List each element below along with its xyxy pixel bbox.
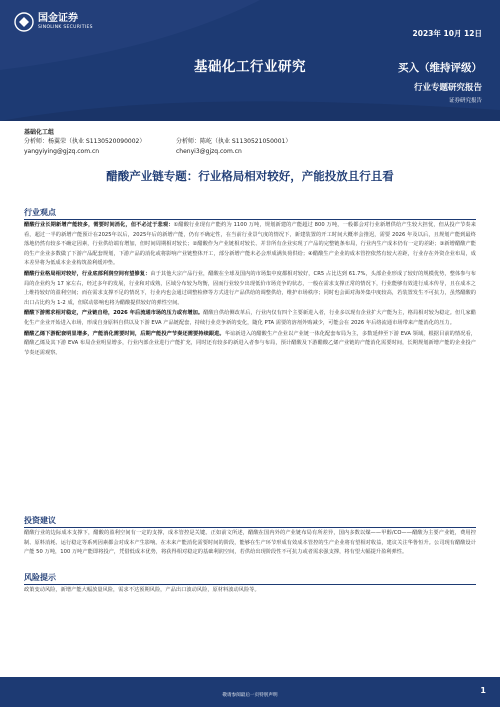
logo-name-en: SINOLINK SECURITIES (38, 25, 93, 30)
section-divider (24, 219, 476, 220)
report-title: 基础化工行业研究 (194, 59, 306, 75)
report-type: 行业专题研究报告 (413, 83, 482, 93)
report-header (0, 0, 500, 121)
paragraph: 政策变动风险，新增产能大幅放量风险，需求不达预期风险，产品出口波动风险，原材料波动风险等。 (24, 587, 260, 593)
company-logo (14, 12, 93, 32)
analyst-1-name: 分析师：杨翼荣（执业 S1130520090002） (24, 138, 146, 145)
paragraph-body: ①醋酸行业现有产能约为 1100 万吨，规划新建的产能超过 800 万吨，一般都会对行业新增供给产生较大担忧，但从投产节奏来看，超过一半的新增产能预计在2025年以后，2025年后的新增产能，仍有不确定性，在当前行业景气度的情况下，新建装置的开工时间大概率会推迟，需要 2026 年及以后，且规划产能到最终落地仍然有较多不确定因素，行业供给端有增加，但时间周期相对较长；②醋酸作为产业链相对较长、并非所有企业实现了产品的完整链条布局，行业内生产成本仍有一定的差距；③新增醋酸产能的生产企业多数做了下游产品配套规划，下游产品的消化或将影响产业链整体开工，部分新增产能未必会形成满负荷供给；④醋酸生产企业的成本管控依然有较大差距，行业存在外资企业布局，成本差异将为低成本企业构筑盈利缓冲垫。 (24, 222, 476, 267)
section-industry-view (24, 207, 476, 358)
paragraph-lead: 醋酸行业长期新增产能较多，需要时间消化，但不必过于悲观： (24, 222, 174, 228)
analyst-block-2 (176, 137, 291, 157)
report-date: 2023年 10月 12日 (412, 29, 482, 38)
paragraph (24, 330, 476, 359)
logo-name-cn: 国金证券 (38, 13, 78, 24)
logo-icon (14, 12, 34, 32)
section-investment-advice (24, 515, 476, 558)
rating-label: 买入（维持评级） (398, 62, 482, 74)
section-heading: 行业观点 (24, 208, 56, 217)
analyst-block-1 (24, 137, 145, 157)
analyst-2-email[interactable]: chenyi3@gjzq.com.cn (176, 148, 242, 155)
paragraph-lead: 醋酸乙烯下游配套明显增多，产能消化需要时间，后期产能投产节奏还需要持续跟进。 (24, 330, 225, 337)
section-divider (24, 584, 476, 585)
section-heading: 风险提示 (24, 573, 56, 582)
paragraph: 醋酸行业的边际成本支撑下，醋酸的盈利空间有一定的支撑，成本管控是关键。正如前文所述，醋酸在国内外的产业链布局有所差异，国内多数以煤——甲醇/CO——醋酸为主要产业链，费用控制、原料消耗、运行稳定等系列因素都会对成本产生影响。在未来产能消化需要时间的阶段，能够在生产环节形成有效成本管控的生产企业将有望相对收益，建议关注华鲁恒升。公司现有醋酸设计产能 50 万吨，100 万吨产能即将投产，凭借低成本优势，将获得相对稳定的基础利润空间，若供给出现阶段性不可抗力或者需求强支撑，将有望大幅提升盈利弹性。 (24, 530, 476, 556)
paragraph (24, 270, 476, 308)
analyst-2-name: 分析师：陈屹（执业 S1130521050001） (176, 138, 292, 145)
section-risk (24, 572, 476, 596)
section-heading: 投资建议 (24, 516, 56, 525)
sector-label: 基础化工组 (24, 129, 55, 136)
section-divider (24, 527, 476, 528)
report-dept: 证券研究报告 (448, 98, 482, 104)
footer-disclaimer[interactable]: 敬请参阅最后一页特别声明 (222, 693, 278, 698)
paragraph-lead: 醋酸下游需求相对稳定，产业链自给，2026 年后流通市场的压力或有增加。 (24, 310, 204, 317)
paragraph-lead: 醋酸行业格局相对较好，行业底部利润空间有望修复： (24, 270, 151, 277)
paragraph-body: 由于其他大宗产品行业，醋酸在全球及国内的市场集中度都相对较好，CR5 占比达到 61.7%，头部企业形成了较好的规模优势，整体参与布局的企业约为 17 家左右，经过多年的发展，行业和对成熟，区域分布较为均衡，固而行业较少出现低价市场竞争的状态，一般在需求支撑正常的情况下，行业能够有效进行成本传导，且在成本之上维持较好的盈利空间；而在需求支撑不足的情况下，行业内也会通过调整检修等方式进行产品供给的调整供给，维护市场秩序；同时也会面对海外集中度较高，若装置发生不可抗力，虽然醋酸的出口占比约为 1-2 成，但联动影响也将为醋酸提供较好的弹性空间。 (24, 270, 476, 306)
paragraph-body: 醋酸自供给侧改革后，行业内仅有四个主要新进入者，行业多以现有企业扩大产能为主，格局相对较为稳定。但几家醋化生产企业开始进入市场，形成自身原料自供以及下游 EVA 产品链配套，持续行业竞争新的变化，随化 PTA 需要的溶剂外购减少，可能会在 2026 年后络流通市场带来产能消化的压力。 (24, 310, 477, 326)
analyst-1-email[interactable]: yangyiying@gjzq.com.cn (24, 148, 100, 155)
main-title: 醋酸产业链专题：行业格局相对较好，产能投放且行且看 (106, 169, 394, 183)
paragraph (24, 309, 476, 328)
paragraph-body: 华谊新进入的醋酸生产企业以产业链一体化配套布局为主，多数延伸至下游 EVA 领域，根据目前的情况看，醋酸乙烯及其下游 EVA 布局企业明显增多，行业内部企业进行产能扩充，同时还有较多的新进入者参与布局，预计醋酸及下游醋酸乙烯产业链的产能消化需要时间，长期规划新增产能的企业投产节奏还需观察。 (24, 330, 477, 356)
page-number: 1 (480, 686, 486, 695)
paragraph (24, 221, 476, 269)
